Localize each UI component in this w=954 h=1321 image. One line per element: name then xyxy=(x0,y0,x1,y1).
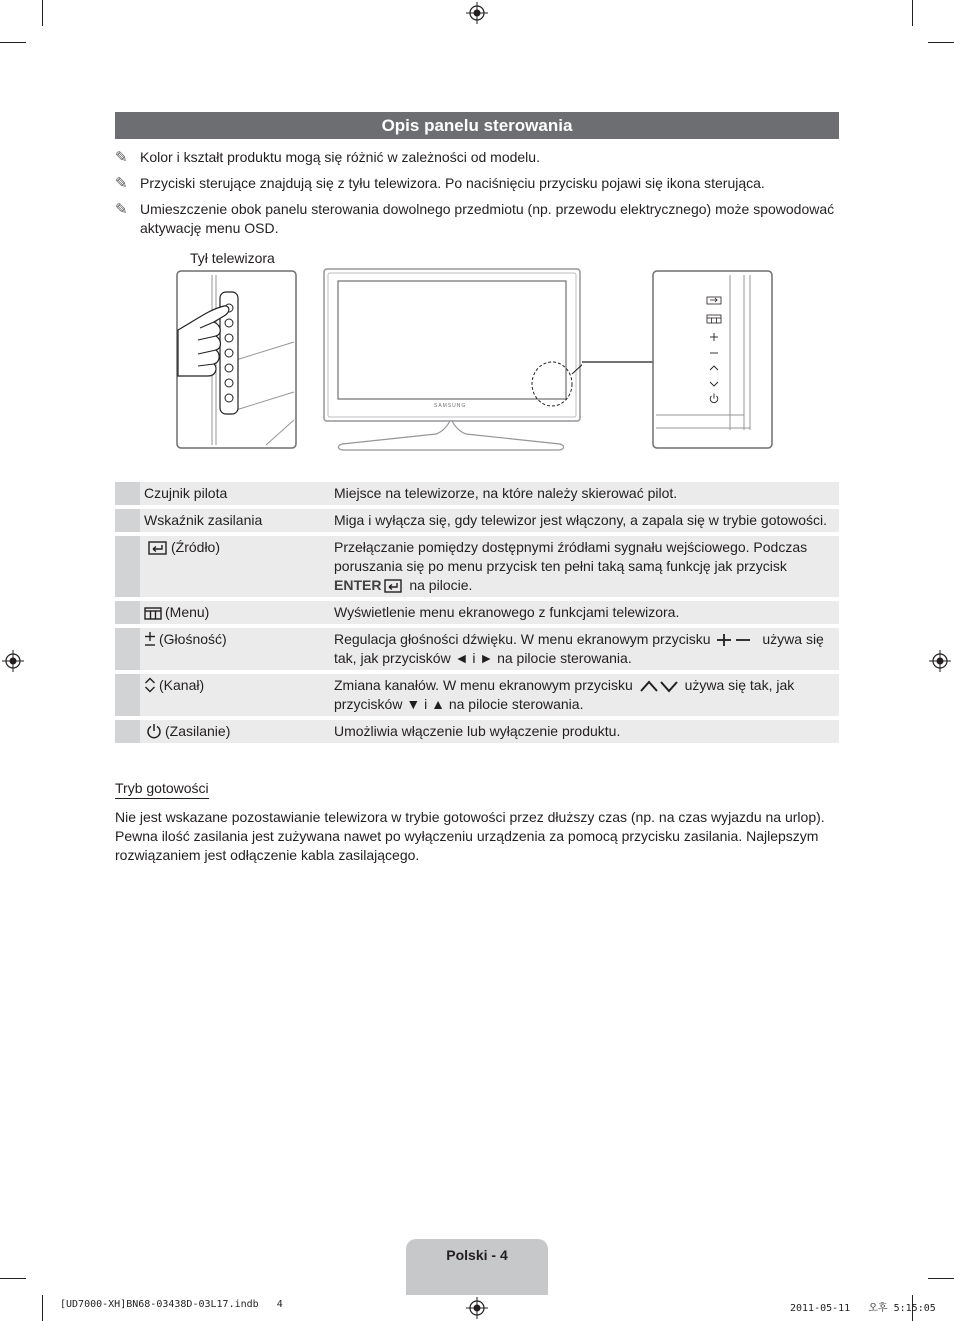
control-name xyxy=(140,674,330,716)
note-text: Przyciski sterujące znajdują się z tyłu telewizora. Po naciśnięciu przycisku pojawi się ikona sterująca. xyxy=(140,175,765,191)
table-row xyxy=(115,628,839,670)
control-name xyxy=(140,509,330,532)
control-description-text: Przełączanie pomiędzy dostępnymi źródłami sygnału wejściowego. Podczas poruszania się po menu przycisk ten pełni taką samą funkcję jak przycisk xyxy=(334,539,808,574)
control-name xyxy=(140,628,330,670)
registration-mark-icon xyxy=(466,2,488,24)
row-marker xyxy=(115,536,140,597)
row-marker xyxy=(115,482,140,505)
control-description-text: Umożliwia włączenie lub wyłączenie produktu. xyxy=(334,723,621,739)
row-marker xyxy=(115,601,140,624)
table-row xyxy=(115,482,839,505)
row-marker xyxy=(115,720,140,743)
source-icon xyxy=(148,541,168,555)
crop-mark xyxy=(0,42,26,43)
note-item xyxy=(115,148,839,167)
control-panel-table xyxy=(115,478,839,747)
crop-mark xyxy=(928,42,954,43)
standby-heading: Tryb gotowości xyxy=(115,780,209,799)
volume-plus-minus-icon xyxy=(716,633,752,647)
control-name xyxy=(140,601,330,624)
power-icon xyxy=(146,723,162,739)
control-name-text: Wskaźnik zasilania xyxy=(144,512,263,528)
control-name xyxy=(140,536,330,597)
file-slug: [UD7000-XH]BN68-03438D-03L17.indb 4 xyxy=(60,1299,283,1310)
table-row xyxy=(115,720,839,743)
row-marker xyxy=(115,628,140,670)
enter-icon xyxy=(384,579,402,593)
note-text: Umieszczenie obok panelu sterowania dowolnego przedmiotu (np. przewodu elektrycznego) może spowodować aktywację menu OSD. xyxy=(140,201,835,236)
crop-mark xyxy=(42,1295,43,1321)
control-description-text: używa się tak, jak przycisków ▼ i ▲ na pilocie sterowania. xyxy=(334,677,795,712)
menu-icon xyxy=(144,607,162,620)
crop-mark xyxy=(912,0,913,26)
callout-line xyxy=(582,360,656,364)
channel-up-down-icon xyxy=(144,677,156,693)
page-number: Polski - 4 xyxy=(446,1247,508,1263)
control-description-text: używa się tak, jak przycisków ◄ i ► na pilocie sterowania. xyxy=(334,631,824,666)
tv-front-illustration xyxy=(320,266,582,456)
crop-mark xyxy=(928,1278,954,1279)
control-description-text: Miga i wyłącza się, gdy telewizor jest włączony, a zapala się w trybie gotowości. xyxy=(334,512,828,528)
control-description xyxy=(330,720,839,743)
tv-brand-logo: SAMSUNG xyxy=(434,403,467,409)
plus-minus-icon xyxy=(144,631,156,647)
section-title: Opis panelu sterowania xyxy=(115,112,839,139)
table-row xyxy=(115,674,839,716)
control-description-text: Wyświetlenie menu ekranowego z funkcjami telewizora. xyxy=(334,604,680,620)
control-description-text: Miejsce na telewizorze, na które należy skierować pilot. xyxy=(334,485,678,501)
control-name-text: (Źródło) xyxy=(171,539,221,555)
crop-mark xyxy=(0,1278,26,1279)
control-name-text: Czujnik pilota xyxy=(144,485,228,501)
registration-mark-icon xyxy=(466,1297,488,1319)
figure-label: Tył telewizora xyxy=(190,250,275,266)
pencil-note-icon: ✎ xyxy=(115,201,128,218)
row-marker xyxy=(115,674,140,716)
control-description xyxy=(330,601,839,624)
row-marker xyxy=(115,509,140,532)
pencil-note-icon: ✎ xyxy=(115,149,128,166)
table-row xyxy=(115,601,839,624)
control-description xyxy=(330,628,839,670)
print-timestamp: 2011-05-11 오후 5:15:05 xyxy=(790,1303,936,1314)
note-text: Kolor i kształt produktu mogą się różnić w zależności od modelu. xyxy=(140,149,540,165)
standby-paragraph: Nie jest wskazane pozostawianie telewizora w trybie gotowości przez dłuższy czas (np. na czas wyjazdu na urlop). Pewna ilość zasilania jest zużywana nawet po wyłączeniu urządzenia za pomocą przycisku zasilania. Najlepszym rozwiązaniem jest odłączenie kabla zasilającego. xyxy=(115,809,825,863)
control-description-text: Zmiana kanałów. W menu ekranowym przycisku xyxy=(334,677,633,693)
enter-key-label: ENTER xyxy=(334,577,382,593)
control-name-text: (Menu) xyxy=(165,604,210,620)
control-description-text: na pilocie. xyxy=(409,577,473,593)
control-name-text: (Kanał) xyxy=(159,677,205,693)
channel-arrows-icon xyxy=(639,679,679,693)
crop-mark xyxy=(42,0,43,26)
registration-mark-icon xyxy=(2,650,24,672)
control-name-text: (Głośność) xyxy=(159,631,227,647)
registration-mark-icon xyxy=(929,650,951,672)
table-row xyxy=(115,509,839,532)
note-item xyxy=(115,174,839,193)
page-number-tab xyxy=(406,1239,548,1295)
table-row xyxy=(115,536,839,597)
control-description xyxy=(330,536,839,597)
note-item xyxy=(115,200,839,238)
control-description xyxy=(330,482,839,505)
control-name xyxy=(140,482,330,505)
control-description xyxy=(330,509,839,532)
control-description xyxy=(330,674,839,716)
control-name xyxy=(140,720,330,743)
control-panel-closeup-illustration xyxy=(652,270,774,450)
control-name-text: (Zasilanie) xyxy=(165,723,231,739)
control-description-text: Regulacja głośności dźwięku. W menu ekranowym przycisku xyxy=(334,631,711,647)
tv-back-closeup-illustration xyxy=(176,270,298,450)
pencil-note-icon: ✎ xyxy=(115,175,128,192)
